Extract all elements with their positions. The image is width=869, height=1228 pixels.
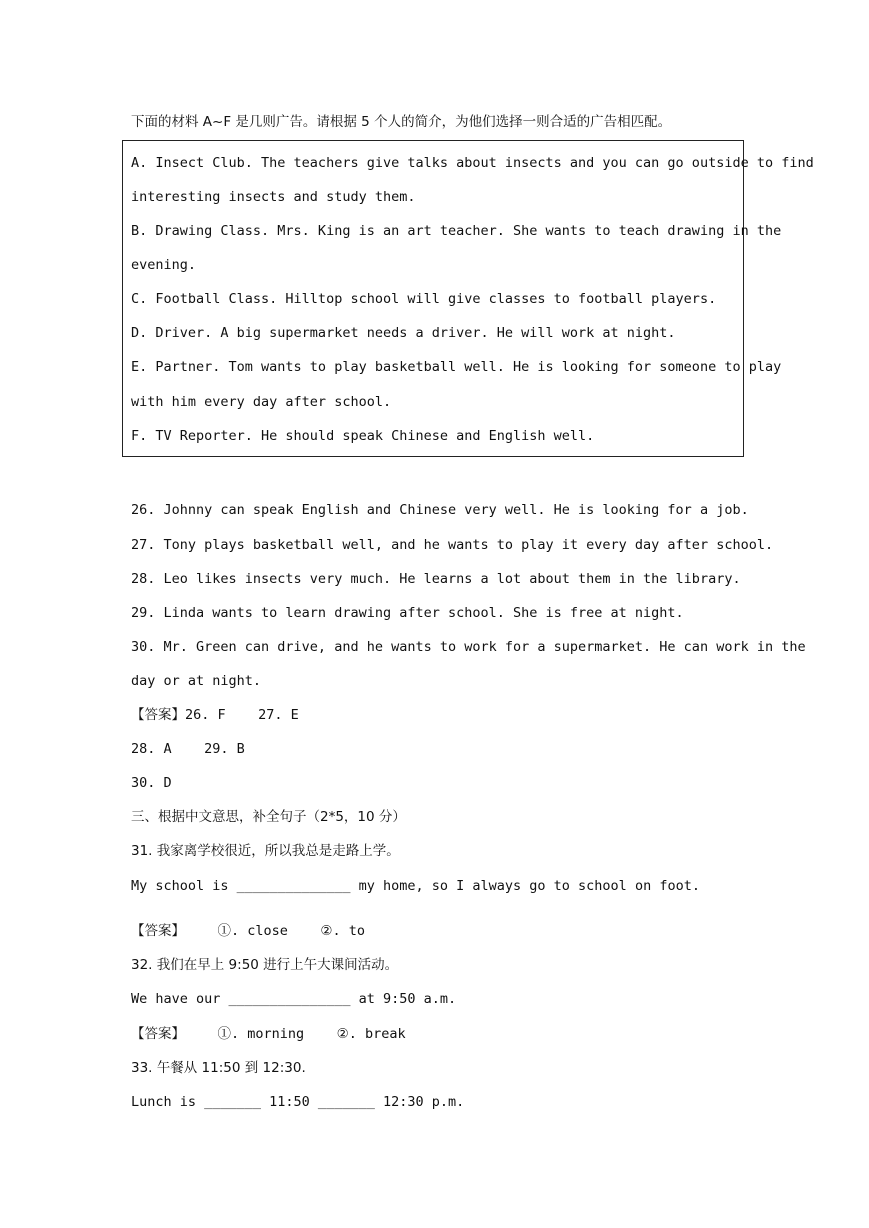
ad-line: C. Football Class. Hilltop school will give classes to football players. [131,291,717,307]
ad-line: with him every day after school. [131,394,392,410]
ad-line: B. Drawing Class. Mrs. King is an art teacher. She wants to teach drawing in the [131,223,782,239]
ad-line: evening. [131,257,197,273]
answer-line: 30. D [131,775,172,791]
instruction: 下面的材料 A~F 是几则广告。请根据 5 个人的简介，为他们选择一则合适的广告相匹配。 [131,114,672,130]
q31-chinese: 31. 我家离学校很近，所以我总是走路上学。 [131,843,400,859]
question-line: 26. Johnny can speak English and Chinese very well. He is looking for a job. [131,502,749,518]
section-title: 三、根据中文意思，补全句子（2*5，10 分） [131,809,406,825]
q32-answer: 【答案】 ①. morning ②. break [131,1026,406,1042]
ad-line: A. Insect Club. The teachers give talks about insects and you can go outside to find [131,155,814,171]
q31-english [131,877,700,895]
q31-answer: 【答案】 ①. close ②. to [131,923,366,939]
answer-line: 28. A 29. B [131,741,245,757]
q32-english: We have our _______________ at 9:50 a.m. [131,991,457,1007]
ad-line: D. Driver. A big supermarket needs a driver. He will work at night. [131,325,676,341]
q33-chinese: 33. 午餐从 11:50 到 12:30. [131,1060,306,1076]
ad-line: F. TV Reporter. He should speak Chinese and English well. [131,428,595,444]
q31-text-after: my home, so I always go to school on foot. [350,878,700,894]
question-line: 27. Tony plays basketball well, and he wants to play it every day after school. [131,537,774,553]
question-line: 29. Linda wants to learn drawing after school. She is free at night. [131,605,684,621]
question-line: day or at night. [131,673,262,689]
question-line: 30. Mr. Green can drive, and he wants to work for a supermarket. He can work in the [131,639,806,655]
q33-english: Lunch is _______ 11:50 _______ 12:30 p.m. [131,1094,465,1110]
q31-blank: ______________ [236,878,351,894]
ad-line: E. Partner. Tom wants to play basketball well. He is looking for someone to play [131,359,782,375]
answer-line: 【答案】26. F 27. E [131,707,299,723]
q31-text-before: My school is [131,878,237,894]
question-line: 28. Leo likes insects very much. He learns a lot about them in the library. [131,571,741,587]
q32-chinese: 32. 我们在早上 9:50 进行上午大课间活动。 [131,957,399,973]
ad-line: interesting insects and study them. [131,189,416,205]
